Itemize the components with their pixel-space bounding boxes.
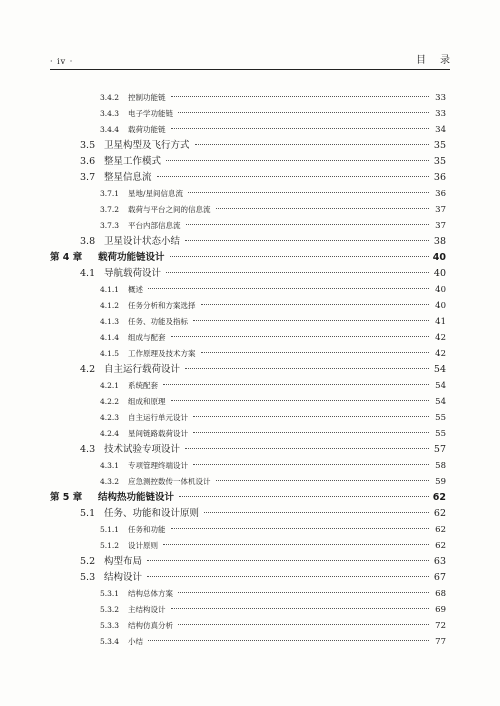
entry-number: 5.3 [80,572,96,583]
toc-subsection-entry [50,298,446,314]
toc-subsection-entry [50,330,446,346]
dot-leader [216,480,430,481]
dot-leader [185,448,429,449]
entry-title: 结构仿真分析 [128,621,173,630]
entry-number: 4.1 [80,268,96,279]
entry-page-number: 42 [435,349,446,359]
entry-title: 平台内部信息流 [128,221,181,230]
entry-page-number: 54 [435,397,446,407]
entry-page-number: 69 [435,605,446,615]
entry-number: 4.3 [80,444,96,455]
dot-leader [170,256,429,257]
toc-section-entry [50,362,446,378]
entry-number: 4.2.1 [100,381,120,390]
entry-page-number: 54 [435,381,446,391]
toc-subsection-entry [50,586,446,602]
entry-number: 5.2 [80,556,96,567]
dot-leader [195,144,429,145]
entry-number: 3.4.4 [100,125,120,134]
entry-title: 概述 [128,285,143,294]
dot-leader [157,176,429,177]
entry-page-number: 68 [435,589,446,599]
dot-leader [193,432,429,433]
entry-title: 星地/星间信息流 [128,189,184,198]
entry-number: 3.7.1 [100,189,120,198]
entry-page-number: 57 [433,444,446,455]
entry-page-number: 58 [435,461,446,471]
toc-section-entry [50,138,446,154]
entry-title: 控制功能链 [128,93,166,102]
dot-leader [216,208,430,209]
toc-subsection-entry [50,474,446,490]
toc-chapter-entry [50,490,446,506]
toc-subsection-entry [50,426,446,442]
entry-page-number: 67 [433,572,446,583]
entry-number: 5.1 [80,508,96,519]
toc-subsection-entry [50,186,446,202]
entry-title: 任务、功能和设计原则 [104,508,200,519]
dot-leader [186,224,430,225]
entry-title: 小结 [128,637,143,646]
entry-page-number: 40 [433,268,446,279]
entry-number: 3.7.2 [100,205,120,214]
dot-leader [193,464,429,465]
toc-subsection-entry [50,314,446,330]
entry-number: 3.8 [80,236,96,247]
entry-number: 5.3.2 [100,605,120,614]
entry-page-number: 37 [435,221,446,231]
entry-page-number: 62 [435,525,446,535]
entry-page-number: 33 [435,93,446,103]
entry-title: 应急测控数传一体机设计 [128,477,211,486]
entry-number: 第 4 章 [50,252,83,263]
entry-page-number: 42 [435,333,446,343]
entry-page-number: 37 [435,205,446,215]
entry-page-number: 55 [435,413,446,423]
dot-leader [201,304,430,305]
entry-title: 专项管理终端设计 [128,461,188,470]
dot-leader [171,608,430,609]
entry-title: 电子学功能链 [128,109,173,118]
dot-leader [178,624,429,625]
toc-subsection-entry [50,602,446,618]
entry-page-number: 54 [433,364,446,375]
toc-section-entry [50,154,446,170]
toc-subsection-entry [50,410,446,426]
entry-title: 结构总体方案 [128,589,173,598]
entry-page-number: 40 [432,252,446,263]
dot-leader [193,320,429,321]
entry-title: 系统配套 [128,381,158,390]
toc-subsection-entry [50,618,446,634]
entry-title: 卫星设计状态小结 [104,236,181,247]
toc-section-entry [50,570,446,586]
entry-title: 导航载荷设计 [104,268,162,279]
dot-leader [163,384,429,385]
toc-section-entry [50,234,446,250]
entry-page-number: 36 [435,189,446,199]
entry-number: 5.3.4 [100,637,120,646]
entry-number: 4.2 [80,364,96,375]
entry-page-number: 59 [435,477,446,487]
dot-leader [147,560,429,561]
entry-number: 4.1.2 [100,301,120,310]
entry-page-number: 36 [433,172,446,183]
entry-number: 3.7 [80,172,96,183]
dot-leader [178,112,429,113]
toc-subsection-entry [50,218,446,234]
entry-number: 4.2.4 [100,429,120,438]
entry-title: 整星工作模式 [104,156,162,167]
toc-subsection-entry [50,394,446,410]
entry-title: 任务和功能 [128,525,166,534]
entry-title: 载荷功能链 [128,125,166,134]
toc-subsection-entry [50,202,446,218]
page-number: · iv · [50,57,74,66]
entry-page-number: 34 [435,125,446,135]
dot-leader [171,400,430,401]
entry-page-number: 33 [435,109,446,119]
entry-number: 4.2.2 [100,397,120,406]
dot-leader [178,592,429,593]
dot-leader [188,192,429,193]
entry-page-number: 40 [435,285,446,295]
toc-subsection-entry [50,378,446,394]
entry-title: 技术试验专项设计 [104,444,181,455]
toc-chapter-entry [50,250,446,266]
entry-page-number: 40 [435,301,446,311]
entry-number: 5.1.1 [100,525,120,534]
dot-leader [148,288,429,289]
entry-number: 4.1.5 [100,349,120,358]
dot-leader [171,528,430,529]
toc-section-entry [50,554,446,570]
table-of-contents [50,90,446,650]
toc-subsection-entry [50,282,446,298]
entry-page-number: 38 [433,236,446,247]
entry-number: 第 5 章 [50,492,83,503]
entry-title: 组成与配套 [128,333,166,342]
dot-leader [166,272,429,273]
entry-title: 自主运行单元设计 [128,413,188,422]
entry-title: 主结构设计 [128,605,166,614]
dot-leader [171,96,430,97]
dot-leader [171,336,430,337]
toc-subsection-entry [50,122,446,138]
dot-leader [166,160,429,161]
entry-title: 构型布局 [104,556,143,567]
entry-title: 自主运行载荷设计 [104,364,181,375]
running-header [50,48,464,66]
entry-title: 载荷功能链设计 [98,252,165,263]
entry-number: 5.3.3 [100,621,120,630]
entry-page-number: 35 [433,140,446,151]
entry-title: 结构热功能链设计 [98,492,175,503]
entry-title: 设计原则 [128,541,158,550]
entry-title: 载荷与平台之间的信息流 [128,205,211,214]
entry-number: 4.2.3 [100,413,120,422]
toc-subsection-entry [50,458,446,474]
entry-number: 4.1.1 [100,285,120,294]
header-title: 目录 [416,55,464,66]
entry-page-number: 77 [435,637,446,647]
entry-title: 结构设计 [104,572,143,583]
toc-subsection-entry [50,538,446,554]
entry-number: 4.1.4 [100,333,120,342]
toc-section-entry [50,266,446,282]
entry-number: 5.1.2 [100,541,120,550]
dot-leader [163,544,429,545]
entry-number: 3.4.2 [100,93,120,102]
toc-section-entry [50,442,446,458]
entry-title: 任务、功能及指标 [128,317,188,326]
entry-number: 4.3.2 [100,477,120,486]
entry-number: 3.7.3 [100,221,120,230]
entry-title: 整星信息流 [104,172,152,183]
dot-leader [193,416,429,417]
entry-page-number: 62 [433,508,446,519]
entry-title: 星间链路载荷设计 [128,429,188,438]
dot-leader [148,640,429,641]
entry-number: 4.3.1 [100,461,120,470]
toc-subsection-entry [50,346,446,362]
entry-title: 组成和原理 [128,397,166,406]
entry-number: 5.3.1 [100,589,120,598]
entry-page-number: 41 [435,317,446,327]
dot-leader [171,128,430,129]
entry-title: 任务分析和方案选择 [128,301,196,310]
entry-page-number: 72 [435,621,446,631]
entry-page-number: 35 [433,156,446,167]
entry-title: 卫星构型及飞行方式 [104,140,190,151]
entry-number: 3.6 [80,156,96,167]
dot-leader [204,512,429,513]
entry-number: 4.1.3 [100,317,120,326]
toc-subsection-entry [50,522,446,538]
dot-leader [179,496,429,497]
toc-subsection-entry [50,106,446,122]
header-rule [50,69,450,70]
toc-subsection-entry [50,90,446,106]
dot-leader [147,576,429,577]
toc-subsection-entry [50,634,446,650]
entry-number: 3.4.3 [100,109,120,118]
dot-leader [185,368,429,369]
entry-page-number: 63 [433,556,446,567]
entry-page-number: 62 [435,541,446,551]
dot-leader [201,352,430,353]
entry-page-number: 55 [435,429,446,439]
entry-page-number: 62 [432,492,446,503]
entry-title: 工作原理及技术方案 [128,349,196,358]
entry-number: 3.5 [80,140,96,151]
toc-section-entry [50,506,446,522]
toc-section-entry [50,170,446,186]
dot-leader [185,240,429,241]
